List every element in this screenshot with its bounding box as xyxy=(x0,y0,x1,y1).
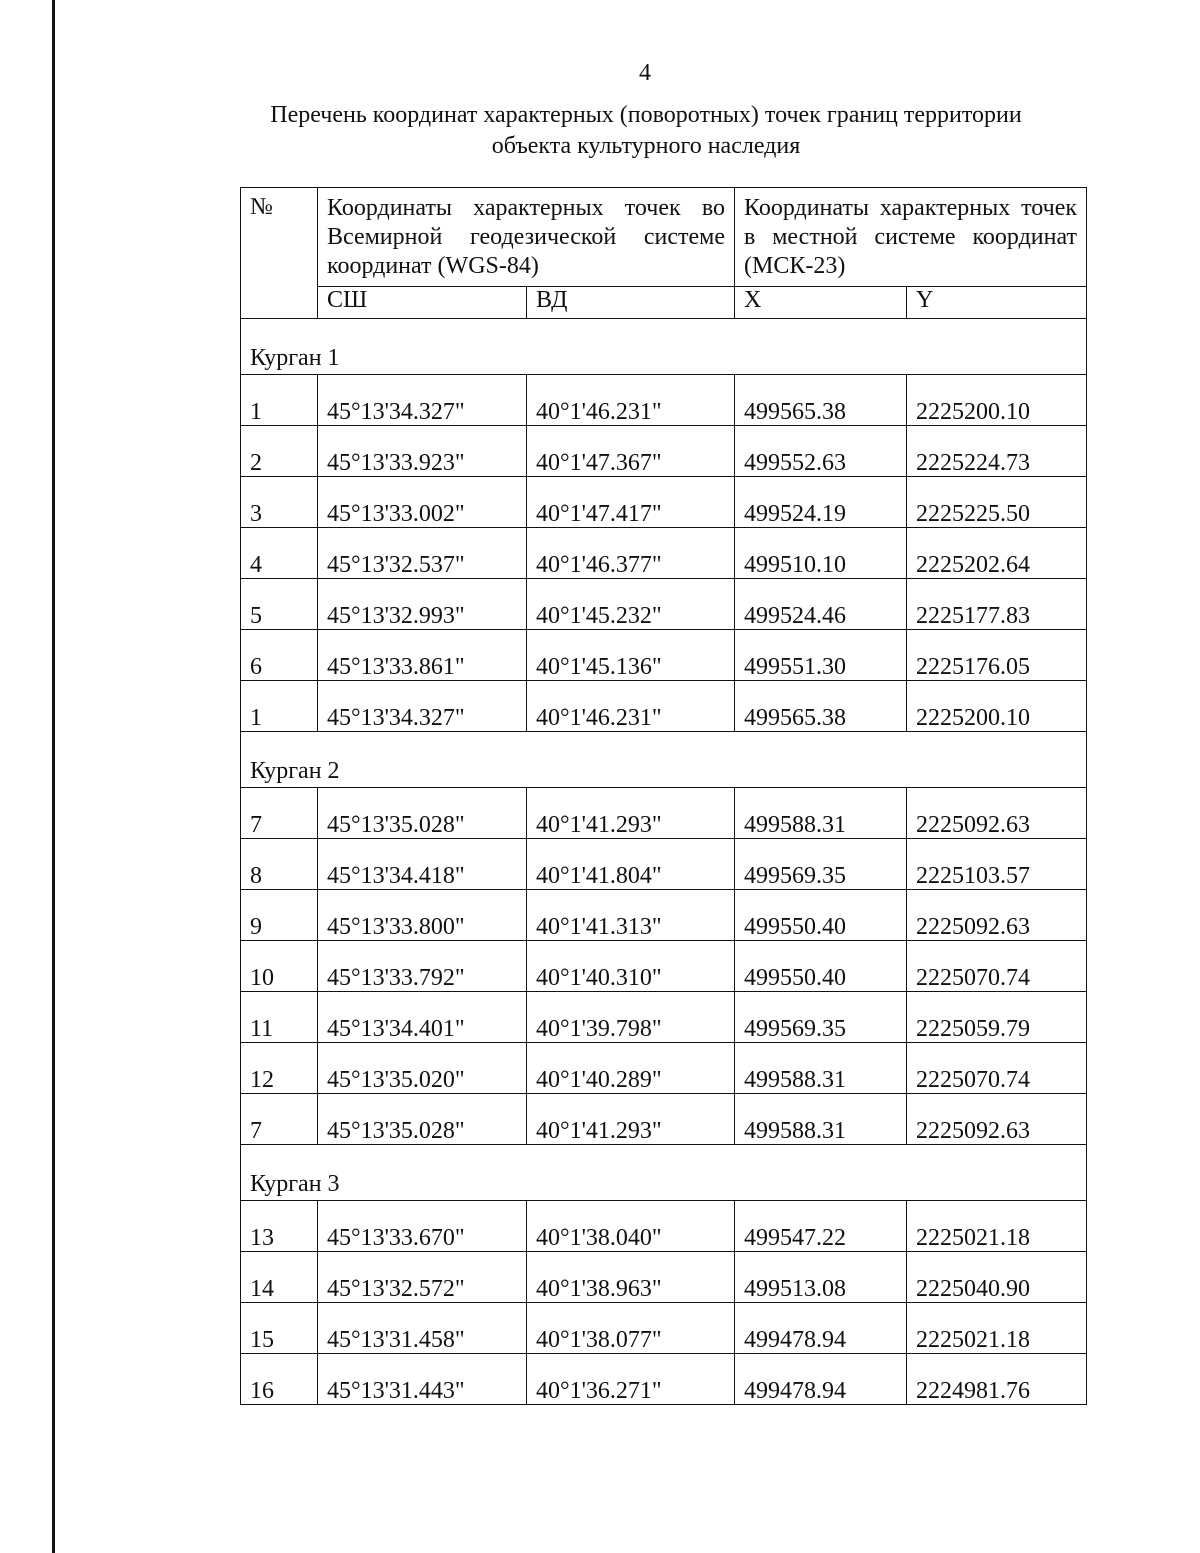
cell-x-coordinate: 499513.08 xyxy=(735,1252,907,1303)
table-subheader-row xyxy=(241,287,1087,319)
cell-longitude: 40°1'45.232" xyxy=(527,579,735,630)
cell-x-coordinate: 499524.46 xyxy=(735,579,907,630)
title-line-1: Перечень координат характерных (поворотных) точек границ территории xyxy=(270,102,1022,128)
cell-point-number: 12 xyxy=(241,1043,318,1094)
cell-y-coordinate: 2225092.63 xyxy=(907,1094,1087,1145)
table-row xyxy=(241,1094,1087,1145)
cell-latitude: 45°13'33.792" xyxy=(318,941,527,992)
table-row xyxy=(241,630,1087,681)
cell-x-coordinate: 499547.22 xyxy=(735,1201,907,1252)
cell-latitude: 45°13'32.537" xyxy=(318,528,527,579)
cell-longitude: 40°1'38.963" xyxy=(527,1252,735,1303)
cell-longitude: 40°1'41.313" xyxy=(527,890,735,941)
cell-longitude: 40°1'41.804" xyxy=(527,839,735,890)
table-row xyxy=(241,788,1087,839)
group-name: Курган 1 xyxy=(241,319,1087,375)
cell-longitude: 40°1'46.231" xyxy=(527,375,735,426)
binding-margin-line xyxy=(52,0,55,1553)
cell-latitude: 45°13'34.418" xyxy=(318,839,527,890)
cell-y-coordinate: 2225202.64 xyxy=(907,528,1087,579)
cell-latitude: 45°13'33.002" xyxy=(318,477,527,528)
cell-latitude: 45°13'33.670" xyxy=(318,1201,527,1252)
table-row xyxy=(241,477,1087,528)
cell-point-number: 4 xyxy=(241,528,318,579)
cell-x-coordinate: 499550.40 xyxy=(735,941,907,992)
cell-y-coordinate: 2225225.50 xyxy=(907,477,1087,528)
subheader-y: Y xyxy=(907,287,1087,319)
cell-point-number: 7 xyxy=(241,788,318,839)
title-line-2: объекта культурного наследия xyxy=(491,133,801,159)
table-row xyxy=(241,1354,1087,1405)
cell-longitude: 40°1'41.293" xyxy=(527,788,735,839)
cell-y-coordinate: 2225177.83 xyxy=(907,579,1087,630)
cell-y-coordinate: 2225070.74 xyxy=(907,941,1087,992)
cell-point-number: 6 xyxy=(241,630,318,681)
cell-point-number: 13 xyxy=(241,1201,318,1252)
table-header-row xyxy=(241,188,1087,287)
cell-longitude: 40°1'41.293" xyxy=(527,1094,735,1145)
cell-y-coordinate: 2225092.63 xyxy=(907,890,1087,941)
cell-longitude: 40°1'38.077" xyxy=(527,1303,735,1354)
cell-latitude: 45°13'32.572" xyxy=(318,1252,527,1303)
cell-y-coordinate: 2225040.90 xyxy=(907,1252,1087,1303)
cell-latitude: 45°13'34.327" xyxy=(318,375,527,426)
cell-latitude: 45°13'32.993" xyxy=(318,579,527,630)
cell-latitude: 45°13'35.020" xyxy=(318,1043,527,1094)
table-row xyxy=(241,941,1087,992)
cell-point-number: 11 xyxy=(241,992,318,1043)
cell-point-number: 14 xyxy=(241,1252,318,1303)
table-row xyxy=(241,890,1087,941)
cell-point-number: 16 xyxy=(241,1354,318,1405)
cell-y-coordinate: 2225059.79 xyxy=(907,992,1087,1043)
cell-latitude: 45°13'33.923" xyxy=(318,426,527,477)
cell-longitude: 40°1'46.377" xyxy=(527,528,735,579)
cell-latitude: 45°13'34.401" xyxy=(318,992,527,1043)
cell-point-number: 10 xyxy=(241,941,318,992)
document-title xyxy=(236,100,1056,162)
cell-point-number: 8 xyxy=(241,839,318,890)
table-row xyxy=(241,375,1087,426)
header-wgs84: Координаты характерных точек во Всемирной геодезической системе координат (WGS-84) xyxy=(318,188,735,287)
cell-point-number: 15 xyxy=(241,1303,318,1354)
cell-latitude: 45°13'35.028" xyxy=(318,1094,527,1145)
group-name: Курган 3 xyxy=(241,1145,1087,1201)
subheader-longitude: ВД xyxy=(527,287,735,319)
cell-x-coordinate: 499565.38 xyxy=(735,375,907,426)
cell-point-number: 3 xyxy=(241,477,318,528)
cell-y-coordinate: 2224981.76 xyxy=(907,1354,1087,1405)
subheader-latitude: СШ xyxy=(318,287,527,319)
cell-x-coordinate: 499588.31 xyxy=(735,1043,907,1094)
page-number: 4 xyxy=(639,60,651,86)
table-row xyxy=(241,1201,1087,1252)
cell-x-coordinate: 499565.38 xyxy=(735,681,907,732)
cell-point-number: 2 xyxy=(241,426,318,477)
subheader-x: X xyxy=(735,287,907,319)
cell-x-coordinate: 499588.31 xyxy=(735,788,907,839)
cell-y-coordinate: 2225021.18 xyxy=(907,1201,1087,1252)
cell-latitude: 45°13'33.861" xyxy=(318,630,527,681)
cell-latitude: 45°13'35.028" xyxy=(318,788,527,839)
table-row xyxy=(241,992,1087,1043)
cell-y-coordinate: 2225200.10 xyxy=(907,681,1087,732)
cell-x-coordinate: 499478.94 xyxy=(735,1354,907,1405)
coordinates-table xyxy=(240,187,1087,1405)
group-row xyxy=(241,732,1087,788)
cell-latitude: 45°13'34.327" xyxy=(318,681,527,732)
cell-longitude: 40°1'46.231" xyxy=(527,681,735,732)
cell-x-coordinate: 499569.35 xyxy=(735,992,907,1043)
cell-y-coordinate: 2225021.18 xyxy=(907,1303,1087,1354)
cell-x-coordinate: 499550.40 xyxy=(735,890,907,941)
cell-y-coordinate: 2225224.73 xyxy=(907,426,1087,477)
cell-longitude: 40°1'36.271" xyxy=(527,1354,735,1405)
table-row xyxy=(241,1252,1087,1303)
cell-longitude: 40°1'45.136" xyxy=(527,630,735,681)
cell-longitude: 40°1'40.289" xyxy=(527,1043,735,1094)
table-row xyxy=(241,426,1087,477)
table-row xyxy=(241,839,1087,890)
cell-y-coordinate: 2225176.05 xyxy=(907,630,1087,681)
cell-point-number: 1 xyxy=(241,375,318,426)
cell-point-number: 5 xyxy=(241,579,318,630)
cell-longitude: 40°1'38.040" xyxy=(527,1201,735,1252)
header-msk23: Координаты характерных точек в местной системе координат (МСК-23) xyxy=(735,188,1087,287)
cell-y-coordinate: 2225092.63 xyxy=(907,788,1087,839)
cell-latitude: 45°13'31.443" xyxy=(318,1354,527,1405)
cell-x-coordinate: 499510.10 xyxy=(735,528,907,579)
cell-point-number: 1 xyxy=(241,681,318,732)
group-name: Курган 2 xyxy=(241,732,1087,788)
cell-longitude: 40°1'47.367" xyxy=(527,426,735,477)
cell-x-coordinate: 499552.63 xyxy=(735,426,907,477)
cell-x-coordinate: 499569.35 xyxy=(735,839,907,890)
cell-x-coordinate: 499588.31 xyxy=(735,1094,907,1145)
cell-longitude: 40°1'40.310" xyxy=(527,941,735,992)
cell-x-coordinate: 499478.94 xyxy=(735,1303,907,1354)
cell-y-coordinate: 2225103.57 xyxy=(907,839,1087,890)
cell-latitude: 45°13'33.800" xyxy=(318,890,527,941)
cell-point-number: 7 xyxy=(241,1094,318,1145)
cell-x-coordinate: 499524.19 xyxy=(735,477,907,528)
cell-longitude: 40°1'47.417" xyxy=(527,477,735,528)
cell-y-coordinate: 2225200.10 xyxy=(907,375,1087,426)
table-row xyxy=(241,528,1087,579)
header-number: № xyxy=(241,188,318,319)
cell-x-coordinate: 499551.30 xyxy=(735,630,907,681)
cell-point-number: 9 xyxy=(241,890,318,941)
table-row xyxy=(241,681,1087,732)
cell-latitude: 45°13'31.458" xyxy=(318,1303,527,1354)
table-row xyxy=(241,1303,1087,1354)
group-row xyxy=(241,319,1087,375)
cell-y-coordinate: 2225070.74 xyxy=(907,1043,1087,1094)
group-row xyxy=(241,1145,1087,1201)
table-row xyxy=(241,1043,1087,1094)
cell-longitude: 40°1'39.798" xyxy=(527,992,735,1043)
table-row xyxy=(241,579,1087,630)
